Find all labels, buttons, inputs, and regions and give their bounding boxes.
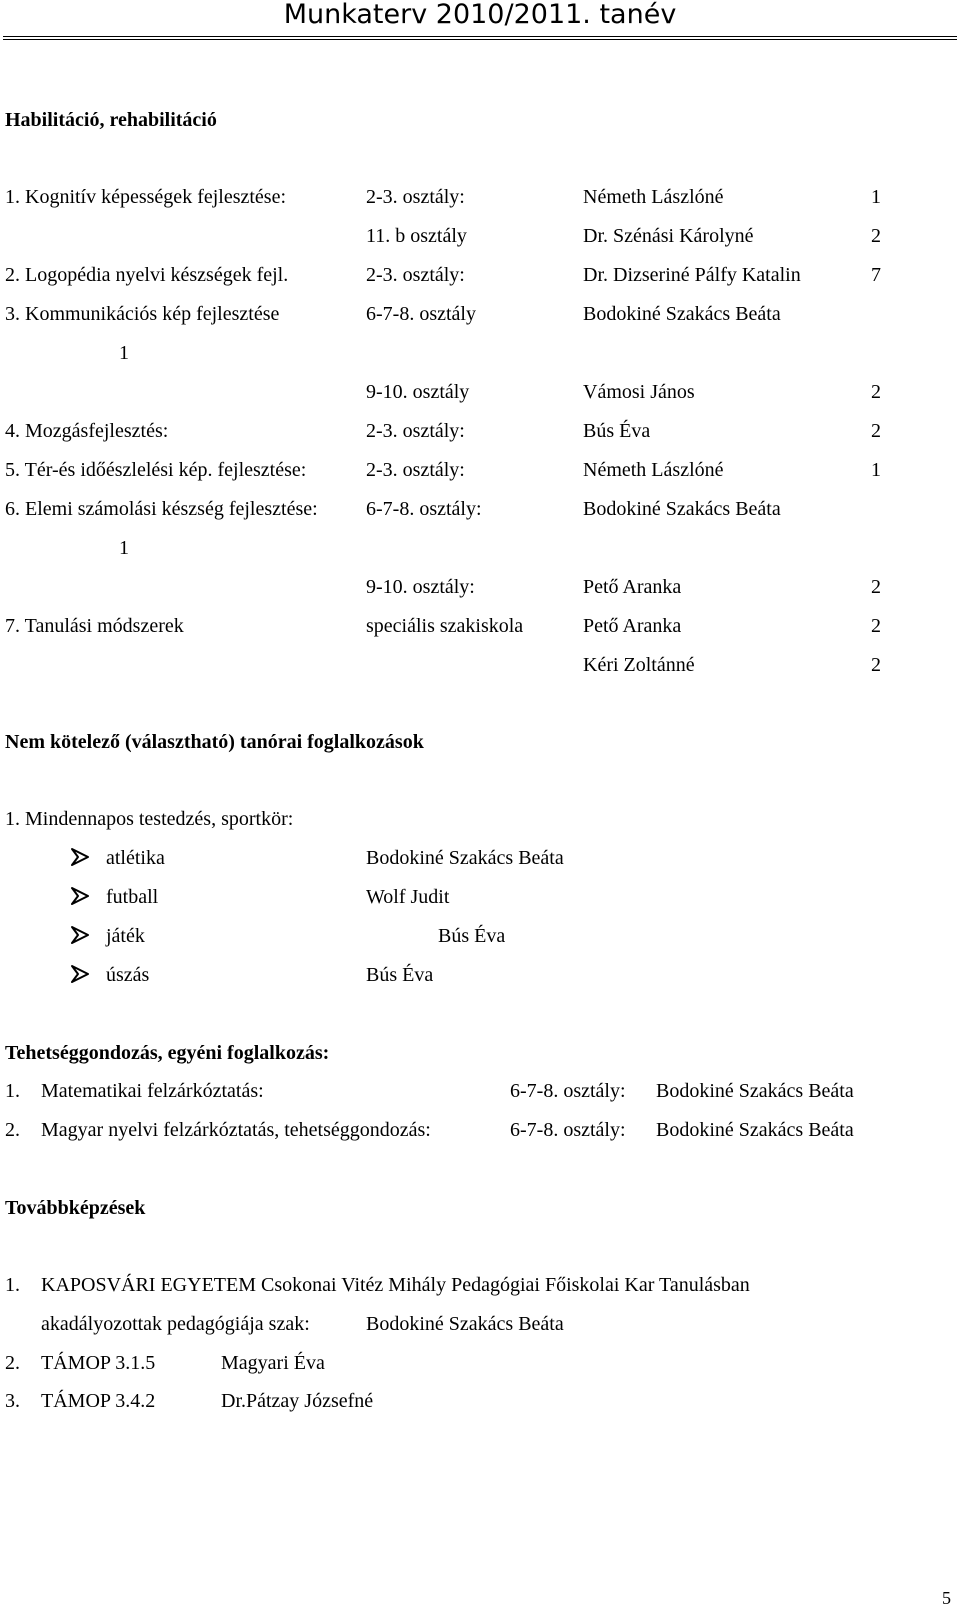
item-number: 2. xyxy=(5,1352,20,1374)
item-label: 1. Kognitív képességek fejlesztése: xyxy=(5,186,287,208)
item-teacher: Bodokiné Szakács Beáta xyxy=(656,1080,854,1102)
item-label: 7. Tanulási módszerek xyxy=(5,615,184,637)
sport-teacher: Bús Éva xyxy=(366,964,434,986)
sport-name: atlétika xyxy=(106,847,165,869)
item-number: 3. xyxy=(5,1390,20,1412)
sport-teacher: Wolf Judit xyxy=(366,886,450,908)
section-heading: Tehetséggondozás, egyéni foglalkozás: xyxy=(5,1042,330,1064)
item-hours: 2 xyxy=(871,420,881,442)
header-rule-top xyxy=(3,36,957,37)
item-hours: 7 xyxy=(871,264,881,286)
item-hours: 1 xyxy=(871,459,881,481)
item-teacher: Dr. Dizseriné Pálfy Katalin xyxy=(583,264,801,286)
item-hours: 2 xyxy=(871,615,881,637)
item-teacher: Pető Aranka xyxy=(583,576,682,598)
item-hours: 2 xyxy=(871,654,881,676)
item-label: 5. Tér-és időészlelési kép. fejlesztése: xyxy=(5,459,307,481)
section-heading: Nem kötelező (választható) tanórai foglalkozások xyxy=(5,731,424,753)
item-teacher: Kéri Zoltánné xyxy=(583,654,695,676)
item-teacher: Bodokiné Szakács Beáta xyxy=(583,498,781,520)
item-teacher: Bodokiné Szakács Beáta xyxy=(366,1313,564,1335)
item-label: Magyar nyelvi felzárkóztatás, tehetséggondozás: xyxy=(41,1119,431,1141)
sport-name: futball xyxy=(106,886,159,908)
item-hours: 1 xyxy=(871,186,881,208)
item-class: 11. b osztály xyxy=(366,225,467,247)
arrow-bullet-icon xyxy=(70,925,90,945)
sport-teacher: Bús Éva xyxy=(438,925,506,947)
item-number: 2. xyxy=(5,1119,20,1141)
item-teacher: Dr.Pátzay Józsefné xyxy=(221,1390,374,1412)
item-class: 2-3. osztály: xyxy=(366,264,465,286)
item-class: 2-3. osztály: xyxy=(366,459,465,481)
section-heading: Habilitáció, rehabilitáció xyxy=(5,109,217,131)
item-label: 6. Elemi számolási készség fejlesztése: xyxy=(5,498,318,520)
item-teacher: Bús Éva xyxy=(583,420,651,442)
item-hours-wrapped: 1 xyxy=(119,537,129,559)
item-teacher: Dr. Szénási Károlyné xyxy=(583,225,754,247)
item-class: 9-10. osztály xyxy=(366,381,470,403)
item-hours: 2 xyxy=(871,381,881,403)
item-text: KAPOSVÁRI EGYETEM Csokonai Vitéz Mihály Pedagógiai Főiskolai Kar Tanulásban xyxy=(41,1274,750,1296)
item-class: speciális szakiskola xyxy=(366,615,524,637)
item-teacher: Németh Lászlóné xyxy=(583,186,724,208)
item-teacher: Magyari Éva xyxy=(221,1352,325,1374)
item-teacher: Bodokiné Szakács Beáta xyxy=(583,303,781,325)
item-label: Matematikai felzárkóztatás: xyxy=(41,1080,264,1102)
header-rule-bottom xyxy=(3,39,957,40)
sport-teacher: Bodokiné Szakács Beáta xyxy=(366,847,564,869)
arrow-bullet-icon xyxy=(70,886,90,906)
item-hours: 2 xyxy=(871,576,881,598)
item-class: 6-7-8. osztály: xyxy=(510,1080,626,1102)
item-text-cont: akadályozottak pedagógiája szak: xyxy=(41,1313,310,1335)
sport-name: játék xyxy=(106,925,145,947)
sport-name: úszás xyxy=(106,964,150,986)
item-teacher: Vámosi János xyxy=(583,381,695,403)
section-heading: Továbbképzések xyxy=(5,1197,146,1219)
item-program: TÁMOP 3.1.5 xyxy=(41,1352,156,1374)
arrow-bullet-icon xyxy=(70,847,90,867)
item-label: 3. Kommunikációs kép fejlesztése xyxy=(5,303,280,325)
item-program: TÁMOP 3.4.2 xyxy=(41,1390,156,1412)
item-hours: 2 xyxy=(871,225,881,247)
item-label: 2. Logopédia nyelvi készségek fejl. xyxy=(5,264,289,286)
header-title: Munkaterv 2010/2011. tanév xyxy=(283,0,677,30)
item-class: 6-7-8. osztály xyxy=(366,303,476,325)
arrow-bullet-icon xyxy=(70,964,90,984)
item-class: 2-3. osztály: xyxy=(366,186,465,208)
item-number: 1. xyxy=(5,1274,20,1296)
item-class: 6-7-8. osztály: xyxy=(366,498,482,520)
item-class: 9-10. osztály: xyxy=(366,576,475,598)
sports-intro: 1. Mindennapos testedzés, sportkör: xyxy=(5,808,294,830)
item-teacher: Németh Lászlóné xyxy=(583,459,724,481)
item-teacher: Bodokiné Szakács Beáta xyxy=(656,1119,854,1141)
item-label: 4. Mozgásfejlesztés: xyxy=(5,420,169,442)
page-number: 5 xyxy=(942,1588,951,1608)
item-number: 1. xyxy=(5,1080,20,1102)
item-hours-wrapped: 1 xyxy=(119,342,129,364)
item-class: 2-3. osztály: xyxy=(366,420,465,442)
item-class: 6-7-8. osztály: xyxy=(510,1119,626,1141)
item-teacher: Pető Aranka xyxy=(583,615,682,637)
